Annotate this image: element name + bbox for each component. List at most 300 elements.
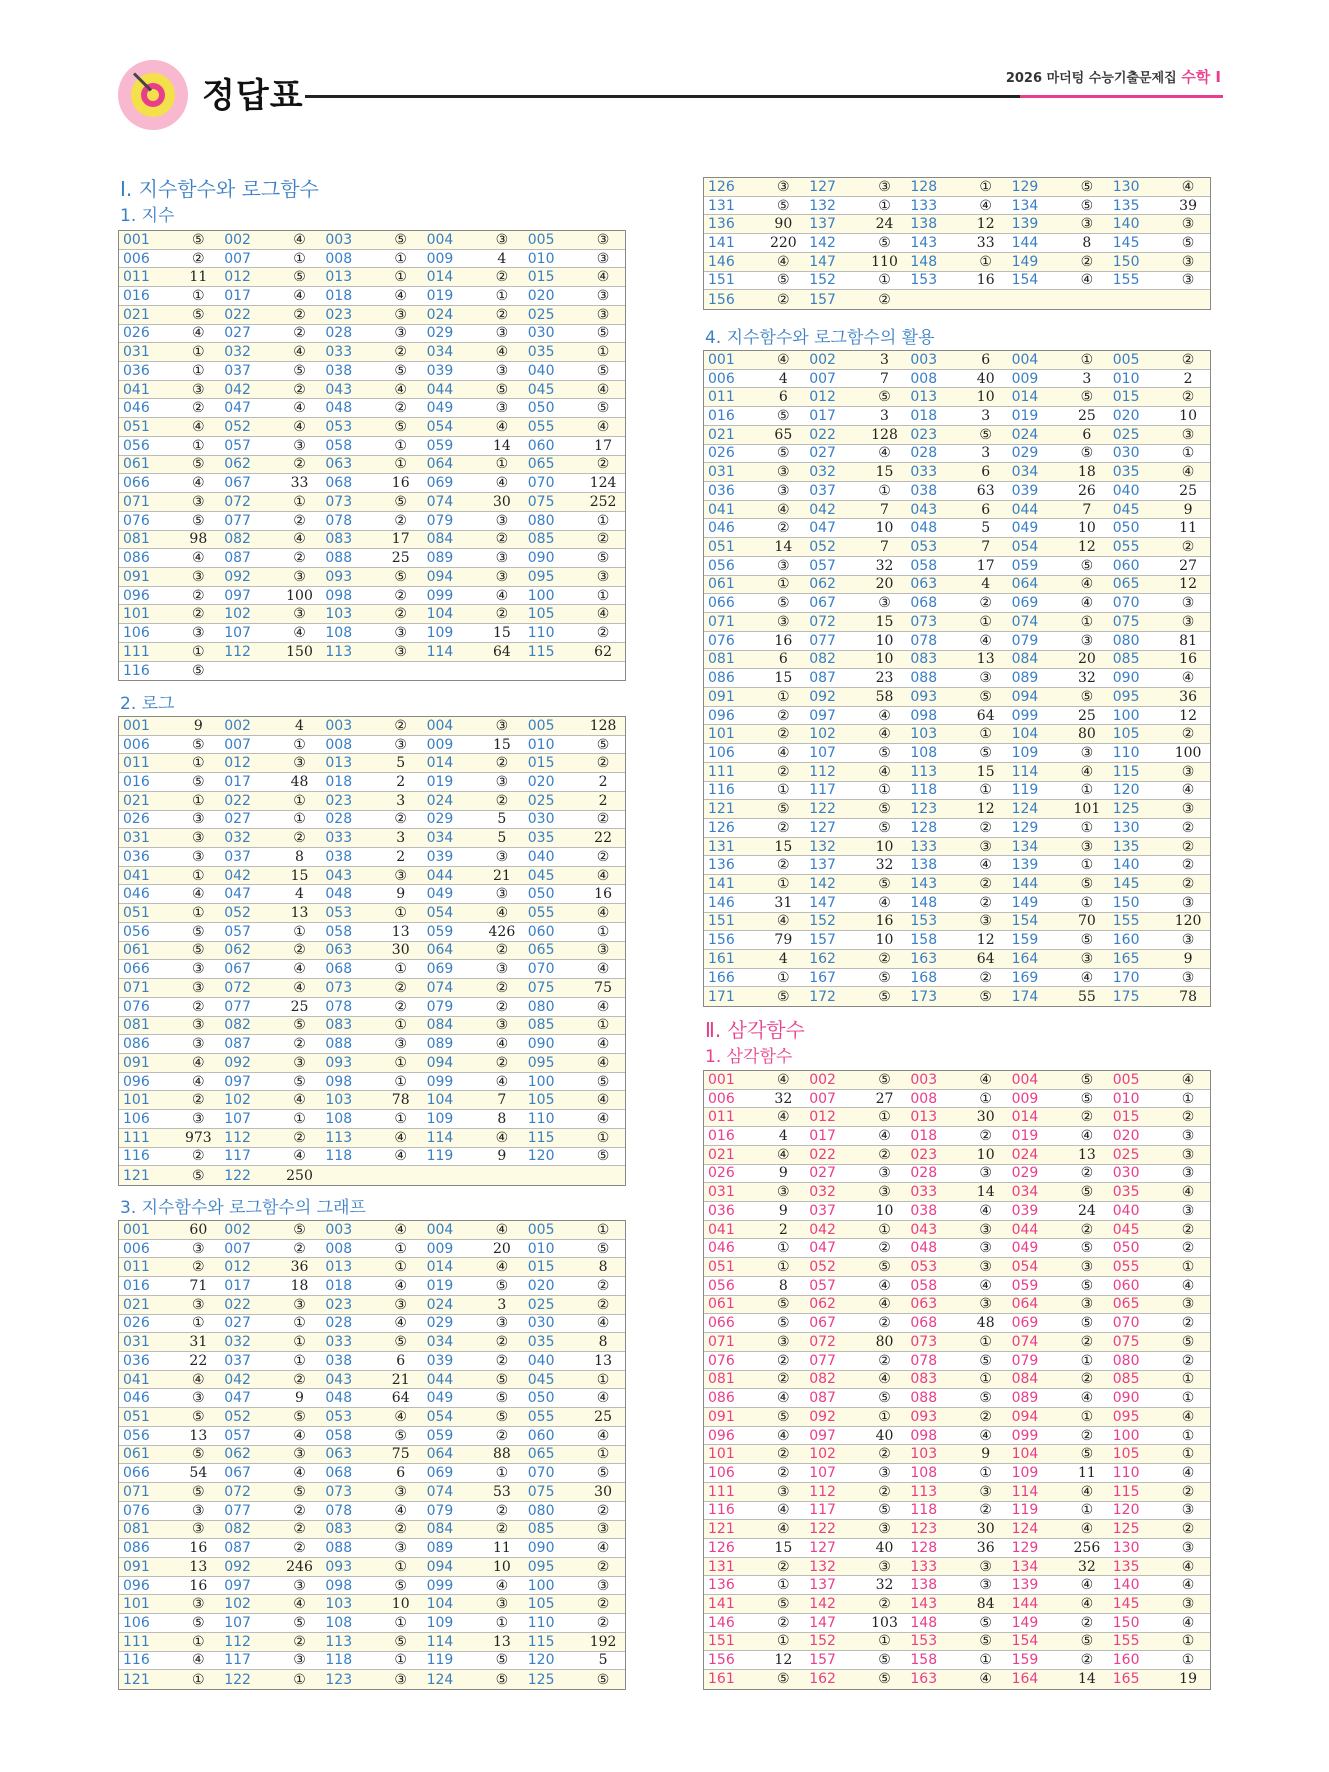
- answer-cell: [1008, 576, 1109, 592]
- answer-value: ③: [777, 1333, 790, 1350]
- question-number: 061: [123, 1446, 150, 1463]
- answer-value: 19: [1179, 1671, 1197, 1688]
- answer-value: ⑤: [293, 362, 306, 379]
- answer-value: ①: [394, 1259, 407, 1276]
- answer-cell: [423, 755, 524, 771]
- answer-cell: [423, 531, 524, 547]
- question-number: 001: [123, 231, 150, 248]
- answer-cell: [220, 1092, 321, 1108]
- table-row: [704, 482, 1210, 501]
- question-number: 065: [527, 456, 555, 473]
- answer-value: ①: [1080, 1502, 1094, 1519]
- answer-cell: [906, 1596, 1007, 1612]
- answer-value: 15: [492, 736, 511, 753]
- answer-value: 192: [589, 1633, 617, 1650]
- answer-value: 4: [778, 370, 788, 387]
- answer-cell: [524, 1596, 625, 1612]
- answer-cell: [321, 644, 422, 660]
- answer-value: ②: [1080, 1333, 1094, 1350]
- question-number: 157: [809, 291, 836, 308]
- question-number: 152: [809, 272, 836, 289]
- answer-cell: [220, 868, 321, 884]
- answer-cell: [1109, 1072, 1210, 1088]
- answer-value: ②: [293, 1540, 306, 1557]
- answer-cell: [1008, 913, 1109, 929]
- answer-value: ⑤: [1080, 1071, 1094, 1088]
- answer-cell: [524, 1259, 625, 1275]
- answer-cell: [1008, 445, 1109, 461]
- answer-value: ②: [1080, 1614, 1094, 1631]
- table-row: [119, 531, 625, 550]
- answer-value: 4: [295, 717, 304, 734]
- answer-value: ①: [192, 1315, 205, 1332]
- question-number: 019: [1011, 1128, 1039, 1145]
- answer-value: 64: [391, 1390, 410, 1407]
- answer-cell: [423, 307, 524, 323]
- answer-cell: [220, 1615, 321, 1631]
- answer-cell: [220, 400, 321, 416]
- answer-value: ⑤: [192, 736, 205, 753]
- answer-cell: [704, 614, 805, 630]
- answer-value: ②: [878, 1483, 891, 1500]
- answer-value: 2: [396, 774, 406, 791]
- answer-cell: [321, 1017, 422, 1033]
- question-number: 150: [1112, 1614, 1140, 1631]
- question-number: 044: [426, 867, 454, 884]
- answer-value: ③: [495, 1596, 509, 1613]
- answer-cell: [321, 307, 422, 323]
- answer-value: ①: [777, 782, 790, 799]
- answer-value: ①: [394, 456, 407, 473]
- answer-cell: [704, 595, 805, 611]
- answer-cell: [524, 1428, 625, 1444]
- answer-cell: [119, 644, 220, 660]
- table-row: [704, 1464, 1210, 1483]
- answer-cell: [1008, 820, 1109, 836]
- answer-value: 3: [396, 792, 406, 809]
- answer-cell: [321, 1074, 422, 1090]
- answer-cell: [321, 1652, 422, 1668]
- answer-value: ②: [192, 400, 205, 417]
- question-number: 122: [809, 801, 836, 818]
- answer-value: ⑤: [394, 493, 407, 510]
- answer-cell: [220, 494, 321, 510]
- question-number: 122: [809, 1521, 836, 1538]
- answer-value: ④: [596, 419, 610, 436]
- answer-value: 25: [391, 550, 410, 567]
- question-number: 073: [325, 493, 353, 510]
- question-number: 032: [224, 1334, 251, 1351]
- answer-value: ⑤: [192, 923, 205, 940]
- answer-cell: [423, 1672, 524, 1688]
- answer-cell: [220, 363, 321, 379]
- question-number: 058: [325, 923, 353, 940]
- question-number: 032: [809, 1184, 836, 1201]
- question-number: 096: [123, 1073, 150, 1090]
- answer-cell: [423, 1017, 524, 1033]
- question-number: 107: [809, 1464, 836, 1481]
- answer-cell: [805, 1091, 906, 1107]
- book-name: 마더텅 수능기출문제집: [1046, 71, 1177, 86]
- answer-cell: [1008, 235, 1109, 251]
- answer-cell: [805, 1540, 906, 1556]
- answer-cell: [1008, 352, 1109, 368]
- table-row: [704, 1127, 1210, 1146]
- answer-value: ③: [878, 595, 891, 612]
- answer-cell: [220, 1168, 321, 1184]
- answer-value: 20: [1077, 651, 1096, 668]
- table-row: [704, 632, 1210, 651]
- question-number: 031: [123, 830, 150, 847]
- answer-value: ④: [596, 1390, 610, 1407]
- answer-cell: [220, 1634, 321, 1650]
- table-row: [119, 1258, 625, 1277]
- answer-cell: [704, 1652, 805, 1668]
- question-number: 034: [1011, 1184, 1039, 1201]
- question-number: 059: [426, 923, 454, 940]
- answer-value: ③: [293, 1054, 306, 1071]
- question-number: 085: [1112, 1371, 1140, 1388]
- question-number: 070: [527, 1465, 555, 1482]
- answer-value: ③: [777, 557, 790, 574]
- answer-value: ③: [394, 306, 407, 323]
- question-number: 073: [325, 979, 353, 996]
- question-number: 102: [224, 1092, 251, 1109]
- question-number: 003: [910, 351, 938, 368]
- answer-cell: [1109, 951, 1210, 967]
- question-number: 075: [1112, 1333, 1140, 1350]
- answer-value: ①: [878, 1408, 891, 1425]
- answer-cell: [321, 419, 422, 435]
- answer-cell: [524, 1315, 625, 1331]
- answer-value: ④: [495, 1036, 509, 1053]
- answer-cell: [704, 352, 805, 368]
- answer-cell: [1008, 1577, 1109, 1593]
- answer-table-graph-continued: [703, 177, 1211, 310]
- question-number: 119: [426, 1148, 454, 1165]
- answer-cell: [1109, 520, 1210, 536]
- answer-cell: [220, 1353, 321, 1369]
- answer-cell: [220, 288, 321, 304]
- answer-cell: [805, 445, 906, 461]
- answer-cell: [220, 531, 321, 547]
- answer-value: ⑤: [495, 1652, 509, 1669]
- answer-cell: [119, 1036, 220, 1052]
- answer-cell: [321, 531, 422, 547]
- answer-cell: [321, 1372, 422, 1388]
- answer-cell: [704, 1109, 805, 1125]
- answer-value: ②: [1181, 875, 1195, 892]
- subsection-title-application: 4. 지수함수와 로그함수의 활용: [705, 328, 935, 348]
- question-number: 001: [123, 717, 150, 734]
- question-number: 021: [123, 1296, 150, 1313]
- answer-value: ①: [192, 755, 205, 772]
- answer-value: ①: [777, 1577, 790, 1594]
- question-number: 138: [910, 216, 938, 233]
- answer-cell: [524, 1521, 625, 1537]
- question-number: 016: [708, 408, 735, 425]
- answer-cell: [805, 726, 906, 742]
- answer-cell: [1109, 1671, 1210, 1687]
- answer-cell: [524, 1148, 625, 1164]
- answer-cell: [1109, 1465, 1210, 1481]
- answer-value: 64: [976, 707, 995, 724]
- answer-cell: [119, 1390, 220, 1406]
- answer-cell: [321, 550, 422, 566]
- answer-cell: [423, 475, 524, 491]
- answer-cell: [423, 400, 524, 416]
- answer-cell: [1008, 1633, 1109, 1649]
- answer-cell: [321, 774, 422, 790]
- answer-cell: [906, 1652, 1007, 1668]
- answer-value: ③: [1181, 932, 1195, 949]
- answer-table-graph: [118, 1220, 626, 1690]
- answer-value: ③: [979, 1165, 992, 1182]
- question-number: 011: [123, 755, 150, 772]
- answer-value: ④: [979, 1671, 992, 1688]
- answer-cell: [1008, 1615, 1109, 1631]
- question-number: 121: [123, 1671, 150, 1688]
- answer-value: 10: [875, 838, 894, 855]
- question-number: 044: [426, 1371, 454, 1388]
- answer-value: 15: [290, 867, 309, 884]
- question-number: 113: [910, 1483, 938, 1500]
- question-number: 073: [910, 613, 938, 630]
- question-number: 072: [809, 613, 836, 630]
- answer-value: ②: [979, 1502, 992, 1519]
- question-number: 175: [1112, 988, 1140, 1005]
- answer-value: ①: [1181, 1390, 1195, 1407]
- answer-cell: [1109, 1147, 1210, 1163]
- answer-cell: [423, 232, 524, 248]
- answer-value: ②: [596, 1278, 610, 1295]
- answer-cell: [1008, 1390, 1109, 1406]
- answer-cell: [906, 1240, 1007, 1256]
- question-number: 157: [809, 932, 836, 949]
- question-number: 090: [1112, 670, 1140, 687]
- answer-value: ②: [495, 979, 509, 996]
- answer-cell: [1008, 633, 1109, 649]
- answer-cell: [805, 895, 906, 911]
- question-number: 117: [224, 1148, 251, 1165]
- question-number: 089: [1011, 670, 1039, 687]
- answer-cell: [119, 1055, 220, 1071]
- answer-value: 33: [290, 475, 309, 492]
- answer-value: ④: [596, 269, 610, 286]
- question-number: 017: [224, 288, 251, 305]
- answer-value: ③: [878, 1521, 891, 1538]
- answer-cell: [524, 999, 625, 1015]
- answer-cell: [805, 1072, 906, 1088]
- question-number: 077: [224, 1502, 251, 1519]
- answer-value: ②: [394, 1521, 407, 1538]
- table-row: [704, 1389, 1210, 1408]
- answer-value: ⑤: [1080, 1446, 1094, 1463]
- answer-cell: [524, 1465, 625, 1481]
- answer-value: ②: [1181, 539, 1195, 556]
- question-number: 048: [325, 886, 353, 903]
- answer-cell: [704, 389, 805, 405]
- question-number: 013: [910, 1109, 938, 1126]
- question-number: 077: [809, 632, 836, 649]
- answer-value: 12: [1077, 539, 1096, 556]
- answer-value: ⑤: [192, 662, 205, 679]
- question-number: 081: [123, 1521, 150, 1538]
- answer-value: ⑤: [1181, 235, 1195, 252]
- answer-value: ④: [192, 1652, 205, 1669]
- answer-cell: [1109, 1259, 1210, 1275]
- question-number: 015: [527, 755, 555, 772]
- answer-value: 16: [189, 1540, 208, 1557]
- table-row: [119, 1539, 625, 1558]
- table-row: [119, 1577, 625, 1596]
- answer-cell: [906, 895, 1007, 911]
- answer-cell: [119, 718, 220, 734]
- answer-cell: [423, 961, 524, 977]
- question-number: 049: [426, 886, 454, 903]
- answer-cell: [220, 625, 321, 641]
- answer-cell: [704, 1222, 805, 1238]
- table-row: [119, 399, 625, 418]
- table-row: [704, 576, 1210, 595]
- answer-cell: [1109, 1165, 1210, 1181]
- answer-cell: [321, 1148, 422, 1164]
- question-number: 130: [1112, 819, 1140, 836]
- table-row: [119, 549, 625, 568]
- answer-value: ④: [596, 1540, 610, 1557]
- answer-cell: [906, 857, 1007, 873]
- question-number: 089: [426, 1036, 454, 1053]
- answer-value: 80: [875, 1333, 894, 1350]
- answer-value: 12: [1179, 707, 1197, 724]
- question-number: 051: [123, 905, 150, 922]
- question-number: 027: [809, 1165, 836, 1182]
- answer-cell: [524, 494, 625, 510]
- answer-value: ③: [1181, 1539, 1195, 1556]
- answer-cell: [423, 1259, 524, 1275]
- answer-value: 36: [1179, 688, 1197, 705]
- question-number: 095: [1112, 1408, 1140, 1425]
- answer-cell: [906, 1165, 1007, 1181]
- answer-value: ④: [495, 1221, 509, 1238]
- question-number: 132: [809, 1558, 836, 1575]
- question-number: 038: [325, 362, 353, 379]
- answer-cell: [906, 1334, 1007, 1350]
- answer-value: ④: [1080, 576, 1094, 593]
- answer-value: 8: [295, 848, 304, 865]
- answer-value: ④: [1181, 1277, 1195, 1294]
- answer-cell: [119, 382, 220, 398]
- question-number: 021: [123, 792, 150, 809]
- question-number: 108: [910, 744, 938, 761]
- answer-cell: [119, 1259, 220, 1275]
- table-row: [704, 1371, 1210, 1390]
- answer-value: ④: [777, 1071, 790, 1088]
- answer-value: 3: [396, 830, 406, 847]
- answer-value: 30: [492, 493, 511, 510]
- question-number: 080: [527, 998, 555, 1015]
- answer-value: 9: [1183, 501, 1193, 518]
- answer-table-application: [703, 350, 1211, 1007]
- answer-cell: [1109, 1278, 1210, 1294]
- question-number: 147: [809, 1614, 836, 1631]
- question-number: 011: [123, 269, 150, 286]
- answer-cell: [423, 1465, 524, 1481]
- answer-value: 15: [875, 613, 894, 630]
- answer-value: ①: [777, 1633, 790, 1650]
- question-number: 053: [325, 1409, 353, 1426]
- answer-value: ④: [1181, 178, 1195, 195]
- answer-cell: [423, 550, 524, 566]
- answer-value: ④: [596, 1427, 610, 1444]
- question-number: 098: [325, 1073, 353, 1090]
- table-row: [119, 1017, 625, 1036]
- question-number: 106: [708, 1464, 735, 1481]
- answer-value: ⑤: [777, 197, 790, 214]
- answer-value: 10: [492, 1558, 511, 1575]
- answer-value: 3: [880, 408, 889, 425]
- question-number: 128: [910, 178, 938, 195]
- question-number: 047: [224, 400, 251, 417]
- answer-value: 31: [774, 894, 793, 911]
- answer-cell: [1008, 1652, 1109, 1668]
- answer-cell: [119, 1652, 220, 1668]
- question-number: 097: [224, 1577, 251, 1594]
- answer-cell: [906, 1390, 1007, 1406]
- answer-value: ③: [192, 624, 205, 641]
- question-number: 062: [224, 456, 251, 473]
- answer-cell: [805, 1128, 906, 1144]
- answer-value: ③: [192, 1390, 205, 1407]
- table-row: [704, 800, 1210, 819]
- answer-value: 12: [976, 801, 995, 818]
- answer-value: 426: [488, 923, 516, 940]
- question-number: 094: [426, 1054, 454, 1071]
- question-number: 009: [1011, 1090, 1039, 1107]
- answer-cell: [220, 251, 321, 267]
- answer-cell: [704, 726, 805, 742]
- answer-value: ④: [1181, 1614, 1195, 1631]
- answer-cell: [119, 232, 220, 248]
- answer-value: 2: [1183, 370, 1193, 387]
- answer-value: ②: [777, 291, 790, 308]
- answer-cell: [524, 1559, 625, 1575]
- answer-value: ②: [777, 1614, 790, 1631]
- answer-cell: [704, 1184, 805, 1200]
- question-number: 074: [426, 979, 454, 996]
- answer-cell: [119, 755, 220, 771]
- table-row: [119, 1148, 625, 1167]
- answer-value: ②: [293, 1371, 306, 1388]
- question-number: 108: [910, 1464, 938, 1481]
- table-row: [704, 1670, 1210, 1689]
- question-number: 090: [527, 1540, 555, 1557]
- answer-value: ④: [979, 857, 992, 874]
- question-number: 135: [1112, 838, 1140, 855]
- table-row: [119, 474, 625, 493]
- answer-cell: [906, 520, 1007, 536]
- answer-value: ②: [293, 1240, 306, 1257]
- answer-cell: [1109, 1521, 1210, 1537]
- answer-cell: [220, 382, 321, 398]
- question-number: 037: [224, 848, 251, 865]
- question-number: 100: [527, 1073, 555, 1090]
- question-number: 055: [1112, 1259, 1140, 1276]
- question-number: 059: [426, 1427, 454, 1444]
- answer-cell: [1109, 1240, 1210, 1256]
- question-number: 135: [1112, 1558, 1140, 1575]
- question-number: 099: [426, 1073, 454, 1090]
